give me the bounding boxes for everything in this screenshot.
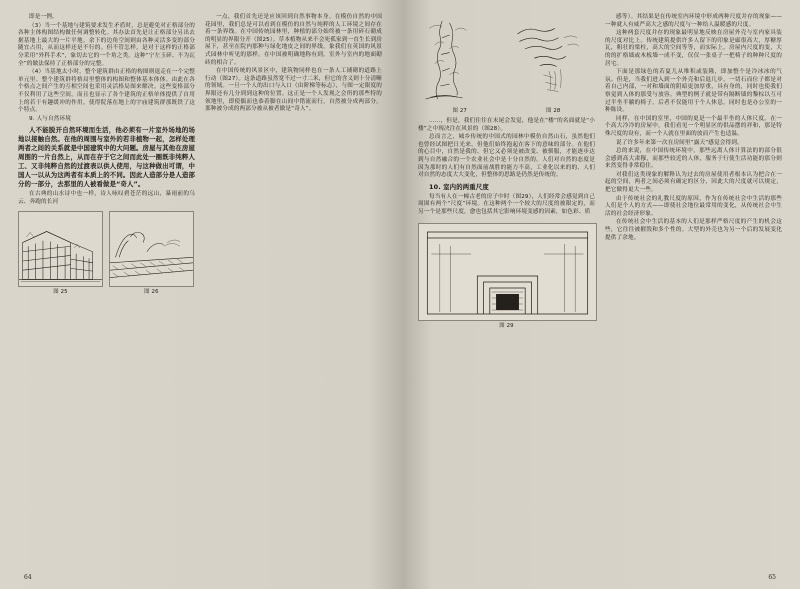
paragraph: （3）当一个基地与建筑要求发生矛盾时，总是避免对正格部分的各种主体构图结构做任何调整转化。其办法首先是让正格部分另出去据基地上最大的一片平地。余下的边角空间则由各种灵活多变的部分随宜占用，从而这样还是不行的。但不管怎样，是对于这样的正格部分采用“外科手术”，象切去它的一个角之类。这种“宁左玉碎、不为瓦全”的做法保持了正格部分的完整。: [18, 22, 195, 67]
figure-group-29: [418, 223, 595, 330]
paragraph: 下面是那绿色的若夏儿从堆积或装隆，即加整个是冷冰冰的气氛。但是，当我们进入到一个外壳和后退几步，一切石而位子都是对着自己内部，一对和墙面的阴暗更加厚重，具有身的，同时也使我们察觉到人体的那受与放容。典型的例子就是带有隔断墙的黎棕以互可过半坐半躺的椅子。后者不仅能用于个人休息，同时也是办公室的一种陈设。: [605, 69, 782, 114]
left-page-column-2: [205, 14, 382, 534]
paragraph: 对我们这类现象的解释认为过去的房屋使用者根本认为把合在一起的空间，两者之间必须有确定的区分，因此大的尺度就可以规定，把它做得更大一些。: [605, 171, 782, 194]
section-heading: 10. 室内的两重尺度: [429, 182, 489, 191]
section-heading: 人不能脱开自然环境而生活，他必须有一片室外场地的场地以接触自然。在他的周围与室外的若非植物一起，怎样处理两者之间的关系就是中国建筑中的大问题。房屋与其他在房屋周围的一片自然上，从而在存于它之间而此处一圈既非纯粹人工、又非纯粹自然的过渡表以供人使用，与这种做出可谓，中国人一以从为这两者有本质上的不同。因此人造部分是人造部分的一部分，去那里的人被看做是“奇人”。: [18, 126, 195, 189]
figure-group-27-28: [418, 14, 595, 115]
left-page-column-1: [18, 14, 195, 534]
figure-26-caption: 图 26: [144, 288, 159, 295]
paragraph: 同样，在中国的室里，中国的更是一个最半坐的人体尺度。在一个高大冷冷的房屋中，我们看见一个明显区的供品摆的祥和，那是特殊尺度的设有，而一个人就在里面的放而产生也适温。: [605, 115, 782, 137]
paragraph: 说了许多年来第一次在房间里“露天”感觉会得到。: [616, 139, 743, 146]
paragraph: 在古典的山水诗中也一样，诗人咏叹碧苍茫的远山，暴雨前的乌云、奔跑的长河: [18, 191, 195, 205]
figure-28-image: [512, 14, 596, 106]
paragraph: 9. 人与自然环境: [29, 115, 72, 122]
figure-27-caption: 图 27: [452, 108, 468, 114]
paragraph: 由于传统社会的礼教尺度的原因，作为在传统社会中生活的那些人们是个人的方式——即使社会地位最常用的变化，从传统社会中生活的社会经济形象。: [605, 195, 782, 217]
figure-27-image: [418, 14, 502, 106]
right-page: [400, 0, 800, 589]
paragraph: 总而言之，城乡传统的中国式的园林中模仿自然山石，虽然他们也曾经试图把日光来，但他们始终抱起在客下的意味的部分。在他们的心目中，自然是我的、但它又必须是被改变、被驯服，才能逐步达到与自然融合的一个农业社会中是十分自然的。人们对自然的态度是因为那时的人们有自然面前战胜的能力不高，工业化以来的的，人们对自然的态度大大变化，但整体的思路是仍然是传统的。: [418, 134, 595, 179]
paragraph: 在传统社会中生活的基本的人们是那样严格尺度的产生的机会这些，它往往被摧毁和多个性的。大型的外壳也为另一个后的发展变化提供了余地。: [605, 219, 782, 241]
paragraph: 总的来说，在中国传统环境中，那些远离人体计算法的的部分很会感到高大肃穆，而那些较近的人体，服务于行使生活功能的那分则来然变得非常稳住。: [605, 148, 782, 170]
left-page-columns: [18, 14, 382, 534]
figure-26-image: [109, 211, 194, 287]
paragraph: 一点，我们首先还是应该回到自然事物本身。在模仿自然的中国花园里，我们总是可以看到在模仿的自然与纯粹的人工环境之间存在着一条界线。在中国传统园林里，种植的部分始终被一条用碎石砌成的明显的界限分开（图25）。草本植物从来不会死孤家到一直生长到房屋下，甚至在院内那种与绿化地皮之间的界线，象我们在英国的风景式园林中听见的那样，在中国被明确地称有到。室外与室内的地面砌砖的相合了。: [205, 14, 382, 66]
page-number-left: 64: [24, 574, 32, 581]
figure-25-caption: 图 25: [53, 288, 68, 295]
paragraph: 感等）。其结果是在传统室内环境中形成两种尺度并存的现象——一种就人有威严高大之感的尺度与一种给人温暖感的尺度。: [605, 14, 782, 28]
paragraph: 这种两套尺度并存的现象最明显地反映在房屋外壳与室内家具装的尺度对比上。传统建筑提供许多人留下的印象是廊很高大，厚糖厚瓦，粗壮的梁柱，高大的空间等等，而实际上，房屋内尺度的变，大的的扩格墙或木板墙一成不变，仅仅一张桌子一把椅子的种种尺度的居宅。: [605, 30, 782, 67]
paragraph: 每当有人在一幢古老的房子中时（图29），人们经常会感觉到自己周围有两个“尺度”环境。在这种两个一个较大的尺度的被限定的，而另一个是那些尺度，愈也包括其它影响环境变感的因素，如色彩、质: [418, 193, 595, 215]
page-number-right: 65: [768, 574, 776, 581]
right-page-column-2: [605, 14, 782, 534]
figure-29-caption: 图 29: [499, 322, 514, 329]
paragraph: ……，但是，我们住往在末尾会发觉，他是在“楼”的名面就是“小楼”之中现决注在风景的（图28）。: [418, 118, 595, 132]
figure-29-image: [418, 223, 597, 321]
paragraph: （4）当基地太小时，整个建筑群由正格的构图则退走在一个完整单元里。整个建筑群将格局里整体的构图和整体基本体体。由此在各个格点之间产生的互相空间也采用灵活格局图来解决。这些变格部分不仅利用了这些空间，而且也显示了各个建筑的正格单体提供了自用上的若干有趣缓冲的作用，使得院落在地上的宇庙建筑群那既铁了这个特点。: [18, 69, 195, 114]
paragraph: 即是一例。: [29, 14, 58, 20]
right-page-columns: [418, 14, 782, 534]
right-page-column-1: [418, 14, 595, 534]
paragraph: 在中国传统的风景区中，建筑物同样也在一条人工铺砌的道路上行动（图27）。这条道路虽然宽不过一寸二米，但它的含义则十分清晰的领域。一旦一个人的出口与入口（由阶梯等标志），与图一定限度的界限还有几分到到这种的位置。这正是一个人发现之会所的那些特的领地里，即使偶而也恭着脚在山间中错流而行，自然被分成两部分。那种被分成的两部分被从被者做是“奇人”。: [205, 68, 382, 113]
figure-28-caption: 图 28: [545, 108, 561, 114]
figure-25-image: [18, 211, 103, 287]
figure-group-25-26: [18, 211, 195, 296]
